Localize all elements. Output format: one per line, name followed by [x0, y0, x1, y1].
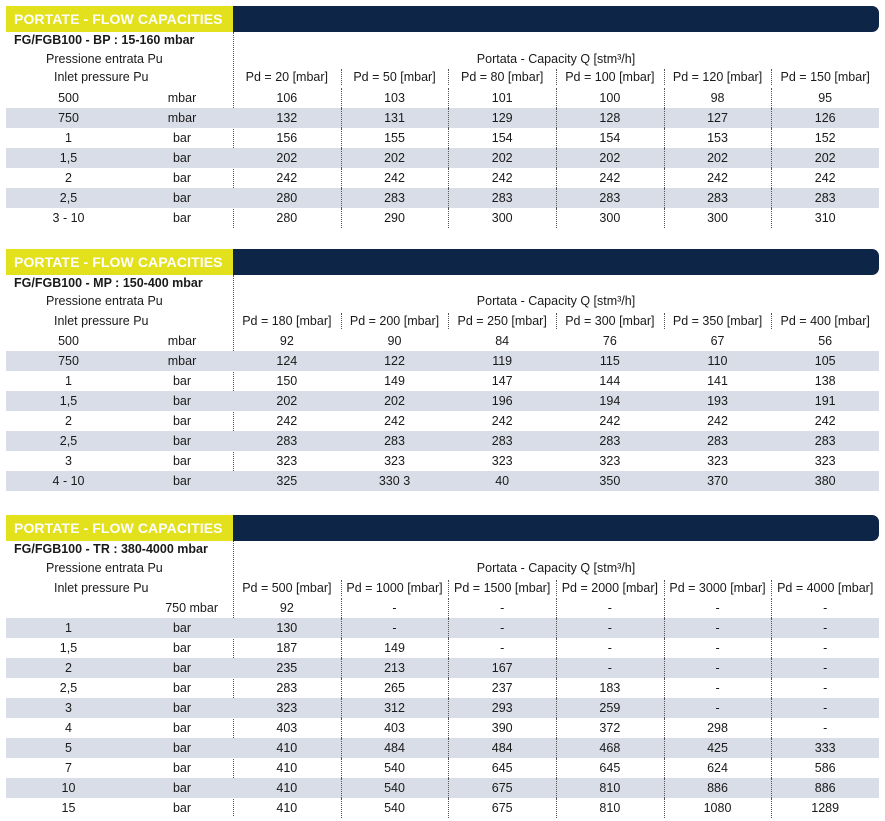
capacity-cell: 183: [556, 678, 664, 698]
capacity-cell: 312: [341, 698, 449, 718]
inlet-pressure-value: 4: [65, 721, 72, 735]
inlet-pressure-unit: bar: [172, 211, 192, 225]
capacity-cell: 280: [276, 191, 298, 205]
inlet-label-en: Inlet pressure Pu: [54, 581, 149, 595]
capacity-cell: 283: [771, 188, 879, 208]
capacity-cell: 586: [771, 758, 879, 778]
capacity-cell: 242: [448, 168, 556, 188]
capacity-cell: 213: [341, 658, 449, 678]
capacity-cell: 645: [448, 758, 556, 778]
capacity-cell: -: [556, 618, 664, 638]
inlet-pressure-unit: bar: [172, 621, 192, 635]
capacity-cell: 103: [341, 88, 449, 108]
column-header: Pd = 1500 [mbar]: [448, 578, 556, 598]
inlet-label-en: Inlet pressure Pu: [54, 70, 149, 84]
inlet-pressure-unit: bar: [172, 474, 192, 488]
capacity-cell: 540: [341, 798, 449, 818]
capacity-cell: 193: [707, 394, 728, 408]
capacity-cell: 283: [707, 434, 728, 448]
capacity-cell: 95: [771, 88, 879, 108]
capacity-cell: 323: [276, 701, 298, 715]
table-row: [6, 718, 879, 738]
capacity-cell: 149: [384, 374, 405, 388]
column-header: Pd = 80 [mbar]: [448, 67, 556, 87]
inlet-pressure-unit: bar: [172, 681, 192, 695]
capacity-cell: 126: [771, 108, 879, 128]
capacity-cell: 380: [814, 474, 836, 488]
inlet-pressure-unit: bar: [172, 171, 192, 185]
inlet-pressure-value: 500: [58, 334, 79, 348]
section-tr: [6, 515, 879, 816]
capacity-cell: 300: [448, 208, 556, 228]
inlet-pressure-value: 4 - 10: [52, 474, 85, 488]
capacity-cell: 128: [556, 108, 664, 128]
column-header: Pd = 180 [mbar]: [242, 314, 332, 328]
capacity-cell: 147: [491, 374, 513, 388]
capacity-cell: 333: [771, 738, 879, 758]
capacity-cell: 310: [771, 208, 879, 228]
capacity-cell: 283: [491, 434, 513, 448]
column-header: Pd = 250 [mbar]: [448, 311, 556, 331]
table-row: [6, 618, 879, 638]
inlet-pressure-value: 7: [65, 761, 72, 775]
inlet-pressure-unit: bar: [172, 191, 192, 205]
capacity-cell: 484: [448, 738, 556, 758]
capacity-cell: 119: [492, 354, 513, 368]
capacity-cell: 106: [276, 91, 298, 105]
table-row: [6, 331, 879, 351]
capacity-label: Portata - Capacity Q [stm³/h]: [476, 52, 636, 66]
inlet-pressure-unit: bar: [172, 701, 192, 715]
table-row: [6, 88, 879, 108]
capacity-cell: -: [556, 598, 664, 618]
column-header: Pd = 20 [mbar]: [245, 70, 328, 84]
capacity-cell: 283: [276, 434, 298, 448]
column-header: Pd = 150 [mbar]: [771, 67, 879, 87]
table-row: [6, 168, 879, 188]
column-header: Pd = 3000 [mbar]: [664, 578, 772, 598]
capacity-cell: 156: [276, 131, 298, 145]
column-header: Pd = 50 [mbar]: [341, 67, 449, 87]
section-title: PORTATE - FLOW CAPACITIES: [6, 515, 233, 541]
capacity-cell: 202: [664, 148, 772, 168]
capacity-label: Portata - Capacity Q [stm³/h]: [476, 294, 636, 308]
column-header: Pd = 1000 [mbar]: [341, 578, 449, 598]
section-mp: [6, 249, 879, 491]
column-header: Pd = 400 [mbar]: [771, 311, 879, 331]
table-row: [6, 738, 879, 758]
capacity-cell: 130: [276, 621, 298, 635]
capacity-cell: 76: [602, 334, 617, 348]
capacity-cell: 202: [448, 148, 556, 168]
capacity-cell: 202: [341, 148, 449, 168]
capacity-cell: 154: [556, 128, 664, 148]
capacity-cell: 150: [276, 374, 298, 388]
inlet-pressure-unit: bar: [172, 434, 192, 448]
capacity-cell: 283: [384, 434, 405, 448]
capacity-cell: 242: [384, 414, 405, 428]
table-row: [6, 698, 879, 718]
inlet-pressure-value: 1: [65, 621, 72, 635]
section-title: PORTATE - FLOW CAPACITIES: [6, 6, 233, 32]
capacity-cell: 92: [279, 334, 294, 348]
table-row: [6, 758, 879, 778]
capacity-cell: 191: [814, 394, 836, 408]
capacity-cell: 131: [341, 108, 449, 128]
capacity-cell: 100: [556, 88, 664, 108]
capacity-cell: 122: [384, 354, 405, 368]
capacity-cell: 242: [341, 168, 449, 188]
capacity-cell: -: [771, 618, 879, 638]
inlet-pressure-value: 750: [58, 111, 79, 125]
capacity-cell: -: [664, 598, 772, 618]
capacity-cell: 403: [341, 718, 449, 738]
inlet-pressure-unit: bar: [172, 781, 192, 795]
capacity-cell: 149: [341, 638, 449, 658]
inlet-pressure-value: 1,5: [59, 641, 78, 655]
capacity-cell: 124: [276, 354, 298, 368]
capacity-cell: 242: [491, 414, 513, 428]
inlet-pressure-value: 750 mbar: [165, 601, 218, 615]
inlet-label-it: Pressione entrata Pu: [46, 52, 163, 66]
capacity-cell: 350: [599, 474, 621, 488]
section-bp: [6, 6, 879, 228]
table-row: [6, 798, 879, 818]
capacity-cell: 323: [814, 454, 836, 468]
capacity-cell: 283: [341, 188, 449, 208]
capacity-cell: 323: [384, 454, 405, 468]
capacity-cell: 323: [491, 454, 513, 468]
capacity-cell: 325: [276, 474, 298, 488]
inlet-pressure-unit: bar: [172, 661, 192, 675]
inlet-pressure-value: 5: [65, 741, 72, 755]
capacity-cell: -: [664, 658, 772, 678]
column-header: Pd = 4000 [mbar]: [771, 578, 879, 598]
capacity-cell: 115: [599, 354, 620, 368]
capacity-cell: 886: [771, 778, 879, 798]
capacity-cell: -: [664, 638, 772, 658]
capacity-cell: 370: [707, 474, 728, 488]
capacity-cell: 624: [664, 758, 772, 778]
table-row: [6, 598, 879, 618]
capacity-cell: 265: [341, 678, 449, 698]
capacity-cell: 84: [495, 334, 510, 348]
capacity-cell: 235: [276, 661, 298, 675]
capacity-cell: -: [556, 638, 664, 658]
table-row: [6, 471, 879, 491]
inlet-pressure-value: 15: [61, 801, 76, 815]
inlet-pressure-value: 2: [65, 414, 72, 428]
capacity-cell: 323: [707, 454, 728, 468]
inlet-pressure-value: 1,5: [59, 394, 78, 408]
capacity-cell: 300: [556, 208, 664, 228]
capacity-cell: -: [771, 698, 879, 718]
table-row: [6, 128, 879, 148]
capacity-cell: 110: [707, 354, 728, 368]
table-row: [6, 451, 879, 471]
column-headers: [233, 67, 879, 87]
capacity-cell: -: [556, 658, 664, 678]
section-title: PORTATE - FLOW CAPACITIES: [6, 249, 233, 275]
capacity-cell: -: [771, 658, 879, 678]
capacity-cell: 410: [276, 741, 298, 755]
inlet-pressure-value: 1,5: [59, 151, 78, 165]
capacity-cell: 540: [341, 778, 449, 798]
capacity-cell: 484: [341, 738, 449, 758]
column-header: Pd = 120 [mbar]: [664, 67, 772, 87]
column-headers: [233, 578, 879, 598]
inlet-label-en: Inlet pressure Pu: [54, 314, 149, 328]
capacity-cell: 410: [276, 761, 298, 775]
inlet-pressure-unit: mbar: [167, 334, 197, 348]
capacity-cell: 56: [818, 334, 833, 348]
inlet-pressure-unit: bar: [172, 801, 192, 815]
inlet-pressure-value: 3: [65, 454, 72, 468]
column-header: Pd = 500 [mbar]: [242, 581, 332, 595]
model-subtitle: FG/FGB100 - TR : 380-4000 mbar: [14, 542, 208, 556]
capacity-cell: 283: [276, 681, 298, 695]
capacity-cell: 141: [707, 374, 728, 388]
capacity-cell: -: [448, 638, 556, 658]
capacity-cell: 645: [556, 758, 664, 778]
table-row: [6, 658, 879, 678]
table-row: [6, 678, 879, 698]
inlet-pressure-unit: bar: [172, 454, 192, 468]
table-row: [6, 778, 879, 798]
capacity-cell: 283: [556, 188, 664, 208]
capacity-cell: 675: [448, 798, 556, 818]
capacity-cell: 330 3: [378, 474, 411, 488]
inlet-pressure-unit: mbar: [167, 111, 197, 125]
capacity-cell: 1080: [664, 798, 772, 818]
inlet-pressure-unit: bar: [172, 374, 192, 388]
capacity-cell: 152: [771, 128, 879, 148]
capacity-cell: 293: [448, 698, 556, 718]
table-row: [6, 391, 879, 411]
column-header: Pd = 300 [mbar]: [556, 311, 664, 331]
table-row: [6, 431, 879, 451]
inlet-pressure-unit: mbar: [167, 91, 197, 105]
capacity-label: Portata - Capacity Q [stm³/h]: [476, 561, 636, 575]
capacity-cell: 40: [495, 474, 510, 488]
capacity-cell: 242: [707, 414, 728, 428]
inlet-pressure-value: 10: [61, 781, 76, 795]
capacity-cell: 196: [491, 394, 513, 408]
capacity-cell: -: [341, 598, 449, 618]
capacity-cell: 410: [276, 801, 298, 815]
table-row: [6, 208, 879, 228]
capacity-cell: 242: [664, 168, 772, 188]
capacity-cell: 410: [276, 781, 298, 795]
inlet-pressure-value: 1: [65, 131, 72, 145]
capacity-cell: 283: [599, 434, 621, 448]
capacity-cell: -: [341, 618, 449, 638]
capacity-cell: 280: [276, 211, 298, 225]
capacity-cell: 90: [387, 334, 402, 348]
inlet-pressure-value: 3: [65, 701, 72, 715]
column-header: Pd = 350 [mbar]: [664, 311, 772, 331]
capacity-cell: 202: [556, 148, 664, 168]
capacity-cell: 202: [276, 151, 298, 165]
table-row: [6, 351, 879, 371]
capacity-cell: 1289: [771, 798, 879, 818]
capacity-cell: 202: [384, 394, 405, 408]
inlet-pressure-value: 3 - 10: [52, 211, 85, 225]
capacity-cell: -: [771, 598, 879, 618]
capacity-cell: 242: [599, 414, 621, 428]
capacity-cell: 283: [814, 434, 836, 448]
inlet-pressure-value: 2,5: [59, 434, 78, 448]
capacity-cell: -: [664, 618, 772, 638]
capacity-cell: 468: [556, 738, 664, 758]
capacity-cell: 187: [276, 641, 298, 655]
table-row: [6, 411, 879, 431]
table-row: [6, 108, 879, 128]
inlet-label-it: Pressione entrata Pu: [46, 294, 163, 308]
capacity-cell: 98: [664, 88, 772, 108]
capacity-cell: 92: [279, 601, 294, 615]
capacity-cell: 540: [341, 758, 449, 778]
capacity-cell: 167: [448, 658, 556, 678]
capacity-cell: 242: [276, 171, 298, 185]
inlet-pressure-unit: bar: [172, 394, 192, 408]
column-header: Pd = 2000 [mbar]: [556, 578, 664, 598]
capacity-cell: 323: [599, 454, 621, 468]
capacity-cell: 127: [664, 108, 772, 128]
inlet-label-it: Pressione entrata Pu: [46, 561, 163, 575]
capacity-cell: 259: [556, 698, 664, 718]
column-header: Pd = 200 [mbar]: [341, 311, 449, 331]
capacity-cell: 372: [556, 718, 664, 738]
inlet-pressure-value: 2,5: [59, 191, 78, 205]
capacity-cell: 144: [599, 374, 621, 388]
capacity-cell: -: [771, 718, 879, 738]
capacity-cell: 138: [814, 374, 836, 388]
capacity-cell: 283: [448, 188, 556, 208]
capacity-cell: 101: [448, 88, 556, 108]
inlet-pressure-unit: bar: [172, 761, 192, 775]
capacity-cell: 810: [556, 778, 664, 798]
inlet-pressure-unit: bar: [172, 131, 192, 145]
capacity-cell: 323: [276, 454, 298, 468]
inlet-pressure-value: 1: [65, 374, 72, 388]
column-header: Pd = 100 [mbar]: [556, 67, 664, 87]
capacity-cell: 194: [599, 394, 621, 408]
capacity-cell: 105: [814, 354, 836, 368]
capacity-cell: 810: [556, 798, 664, 818]
table-row: [6, 188, 879, 208]
inlet-pressure-unit: bar: [172, 151, 192, 165]
capacity-cell: -: [448, 598, 556, 618]
inlet-pressure-unit: bar: [172, 741, 192, 755]
capacity-cell: 129: [448, 108, 556, 128]
capacity-cell: 132: [276, 111, 298, 125]
inlet-pressure-unit: bar: [172, 641, 192, 655]
capacity-cell: -: [664, 698, 772, 718]
capacity-cell: -: [448, 618, 556, 638]
inlet-pressure-value: 2: [65, 171, 72, 185]
capacity-cell: 237: [448, 678, 556, 698]
capacity-cell: 154: [448, 128, 556, 148]
capacity-cell: -: [664, 678, 772, 698]
capacity-cell: 202: [276, 394, 298, 408]
model-subtitle: FG/FGB100 - MP : 150-400 mbar: [14, 276, 203, 290]
capacity-cell: 242: [771, 168, 879, 188]
capacity-cell: 425: [664, 738, 772, 758]
capacity-cell: 290: [341, 208, 449, 228]
capacity-cell: 202: [771, 148, 879, 168]
capacity-cell: 242: [556, 168, 664, 188]
inlet-pressure-value: 500: [58, 91, 79, 105]
model-subtitle: FG/FGB100 - BP : 15-160 mbar: [14, 33, 195, 47]
capacity-cell: 300: [664, 208, 772, 228]
column-headers: [233, 311, 879, 331]
capacity-cell: 155: [341, 128, 449, 148]
inlet-pressure-unit: mbar: [167, 354, 197, 368]
capacity-cell: 67: [710, 334, 725, 348]
capacity-cell: 242: [276, 414, 298, 428]
table-row: [6, 371, 879, 391]
capacity-cell: 283: [664, 188, 772, 208]
capacity-cell: 298: [664, 718, 772, 738]
capacity-cell: 153: [664, 128, 772, 148]
inlet-pressure-unit: bar: [172, 721, 192, 735]
capacity-cell: 242: [814, 414, 836, 428]
inlet-pressure-unit: bar: [172, 414, 192, 428]
inlet-pressure-value: 750: [58, 354, 79, 368]
inlet-pressure-value: 2: [65, 661, 72, 675]
capacity-cell: 675: [448, 778, 556, 798]
inlet-pressure-value: 2,5: [59, 681, 78, 695]
capacity-cell: 390: [448, 718, 556, 738]
table-row: [6, 148, 879, 168]
capacity-cell: 886: [664, 778, 772, 798]
capacity-cell: -: [771, 678, 879, 698]
capacity-cell: -: [771, 638, 879, 658]
capacity-cell: 403: [276, 721, 298, 735]
table-row: [6, 638, 879, 658]
